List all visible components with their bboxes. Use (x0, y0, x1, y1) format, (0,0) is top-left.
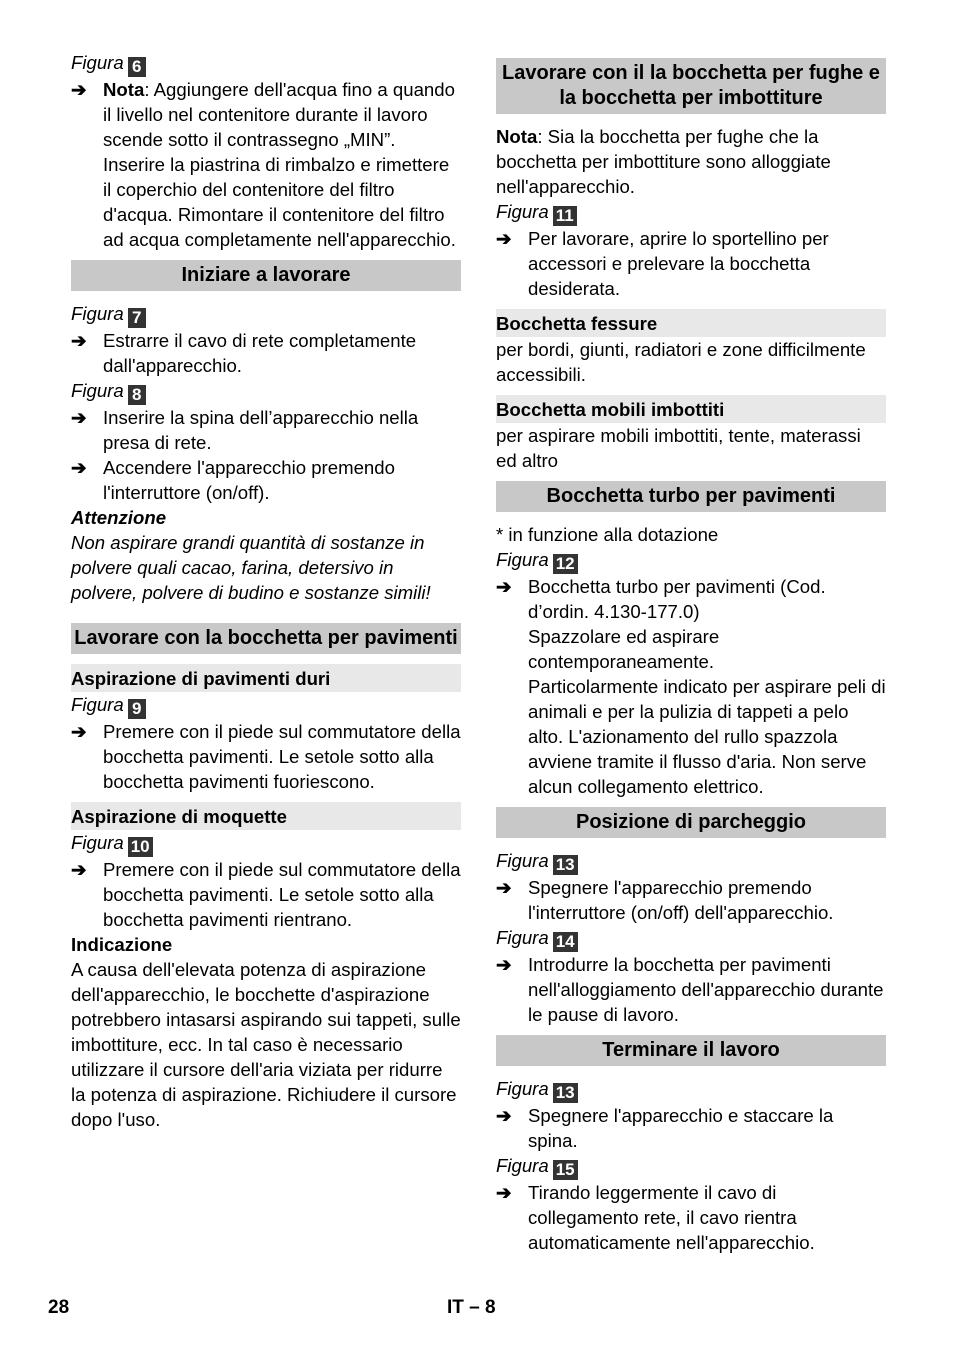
note-label: Nota (496, 126, 538, 147)
figure-ref: Figura 15 (496, 1153, 886, 1180)
section-heading: Lavorare con il la bocchetta per fughe e la bocchetta per imbottiture (496, 58, 886, 114)
attention-text: Non aspirare grandi quantità di sostanze in polvere quali cacao, farina, detersivo in polvere, polvere di budino e sostanze simili! (71, 532, 431, 603)
section-heading: Lavorare con la bocchetta per pavimenti (71, 623, 461, 654)
section-heading: Iniziare a lavorare (71, 260, 461, 291)
figure-number: 15 (553, 1160, 578, 1180)
step-item: ➔ Inserire la spina dell’apparecchio nella presa di rete. (71, 407, 419, 453)
figure-number: 9 (128, 699, 146, 719)
attention-title: Attenzione (71, 507, 167, 528)
step-item: ➔ Premere con il piede sul commutatore della bocchetta pavimenti. Le setole sotto alla bocchetta pavimenti fuoriescono. (71, 721, 461, 792)
step-item: ➔ Per lavorare, aprire lo sportellino per accessori e prelevare la bocchetta desiderata. (496, 228, 829, 299)
figure-number: 11 (553, 206, 577, 226)
arrow-icon: ➔ (496, 1182, 512, 1203)
step-item: ➔ Spegnere l'apparecchio premendo l'interruttore (on/off) dell'apparecchio. (496, 877, 834, 923)
figure-ref: Figura 8 (71, 378, 461, 405)
figure-ref: Figura 11 (496, 199, 886, 226)
figure-number: 12 (553, 554, 578, 574)
step-item: ➔ Estrarre il cavo di rete completamente dall'apparecchio. (71, 330, 417, 376)
step-detail: Particolarmente indicato per aspirare peli di animali e per la pulizia di tappeti a pelo alto. L'azionamento del rullo spazzola avviene tramite il flusso d'aria. Non serve alcun collegamento elettrico. (528, 676, 886, 797)
step-item: ➔ Premere con il piede sul commutatore della bocchetta pavimenti. Le setole sotto alla bocchetta pavimenti rientrano. (71, 859, 461, 930)
arrow-icon: ➔ (71, 859, 87, 880)
figure-ref: Figura 10 (71, 830, 461, 857)
note-text: A causa dell'elevata potenza di aspirazione dell'apparecchio, le bocchette d'aspirazione potrebbero intasarsi aspirando sui tappeti, sulle imbottiture, ecc. In tal caso è necessario utilizzare il cursore dell'aria viziata per ridurre la potenza di aspirazione. Richiudere il cursore dopo l'uso. (71, 959, 461, 1130)
figure-number: 14 (553, 932, 578, 952)
page-number: 28 (48, 1297, 70, 1318)
arrow-icon: ➔ (496, 1105, 512, 1126)
note-title: Indicazione (71, 934, 173, 955)
step-item: ➔ Spegnere l'apparecchio e staccare la spina. (496, 1105, 834, 1151)
subsection-heading: Aspirazione di pavimenti duri (71, 664, 461, 692)
subsection-heading: Bocchetta fessure (496, 309, 886, 337)
figure-number: 10 (128, 837, 153, 857)
figure-number: 8 (128, 385, 146, 405)
figure-ref: Figura 6 (71, 50, 461, 77)
arrow-icon: ➔ (71, 457, 87, 478)
arrow-icon: ➔ (71, 330, 87, 351)
arrow-icon: ➔ (496, 228, 512, 249)
note-label: Nota (103, 79, 145, 100)
figure-number: 13 (553, 1083, 578, 1103)
section-heading: Bocchetta turbo per pavimenti (496, 481, 886, 512)
figure-ref: Figura 13 (496, 848, 886, 875)
right-column (496, 50, 886, 1255)
body-text: per aspirare mobili imbottiti, tente, materassi ed altro (496, 425, 861, 471)
figure-ref: Figura 7 (71, 301, 461, 328)
page-lang-index: IT – 8 (447, 1297, 496, 1318)
step-detail: Spazzolare ed aspirare contemporaneamente. (528, 626, 720, 672)
arrow-icon: ➔ (71, 79, 87, 100)
figure-number: 6 (128, 57, 146, 77)
arrow-icon: ➔ (496, 954, 512, 975)
figure-ref: Figura 9 (71, 692, 461, 719)
arrow-icon: ➔ (71, 407, 87, 428)
section-heading: Terminare il lavoro (496, 1035, 886, 1066)
note-step: ➔ Nota: Aggiungere dell'acqua fino a quando il livello nel contenitore durante il lavoro scende sotto il contrassegno „MIN”. (71, 79, 455, 150)
footnote-text: * in funzione alla dotazione (496, 524, 719, 545)
figure-number: 7 (128, 308, 146, 328)
subsection-heading: Bocchetta mobili imbottiti (496, 395, 886, 423)
figure-ref: Figura 13 (496, 1076, 886, 1103)
body-text: per bordi, giunti, radiatori e zone difficilmente accessibili. (496, 339, 866, 385)
subsection-heading: Aspirazione di moquette (71, 802, 461, 830)
note-paragraph: Nota: Sia la bocchetta per fughe che la bocchetta per imbottiture sono alloggiate nell'apparecchio. (496, 126, 831, 197)
figure-ref: Figura 12 (496, 547, 886, 574)
step-item: ➔ Bocchetta turbo per pavimenti (Cod. d’ordin. 4.130-177.0) (496, 576, 826, 622)
step-item: ➔ Accendere l'apparecchio premendo l'interruttore (on/off). (71, 457, 395, 503)
section-heading: Posizione di parcheggio (496, 807, 886, 838)
note-continuation: Inserire la piastrina di rimbalzo e rimettere il coperchio del contenitore del filtro d'acqua. Rimontare il contenitore del filtro ad acqua completamente nell'apparecchio. (103, 154, 456, 250)
arrow-icon: ➔ (496, 877, 512, 898)
arrow-icon: ➔ (71, 721, 87, 742)
step-item: ➔ Tirando leggermente il cavo di collegamento rete, il cavo rientra automaticamente nell'apparecchio. (496, 1182, 815, 1253)
arrow-icon: ➔ (496, 576, 512, 597)
left-column (71, 50, 461, 1132)
step-item: ➔ Introdurre la bocchetta per pavimenti nell'alloggiamento dell'apparecchio durante le pause di lavoro. (496, 954, 884, 1025)
figure-number: 13 (553, 855, 578, 875)
figure-ref: Figura 14 (496, 925, 886, 952)
